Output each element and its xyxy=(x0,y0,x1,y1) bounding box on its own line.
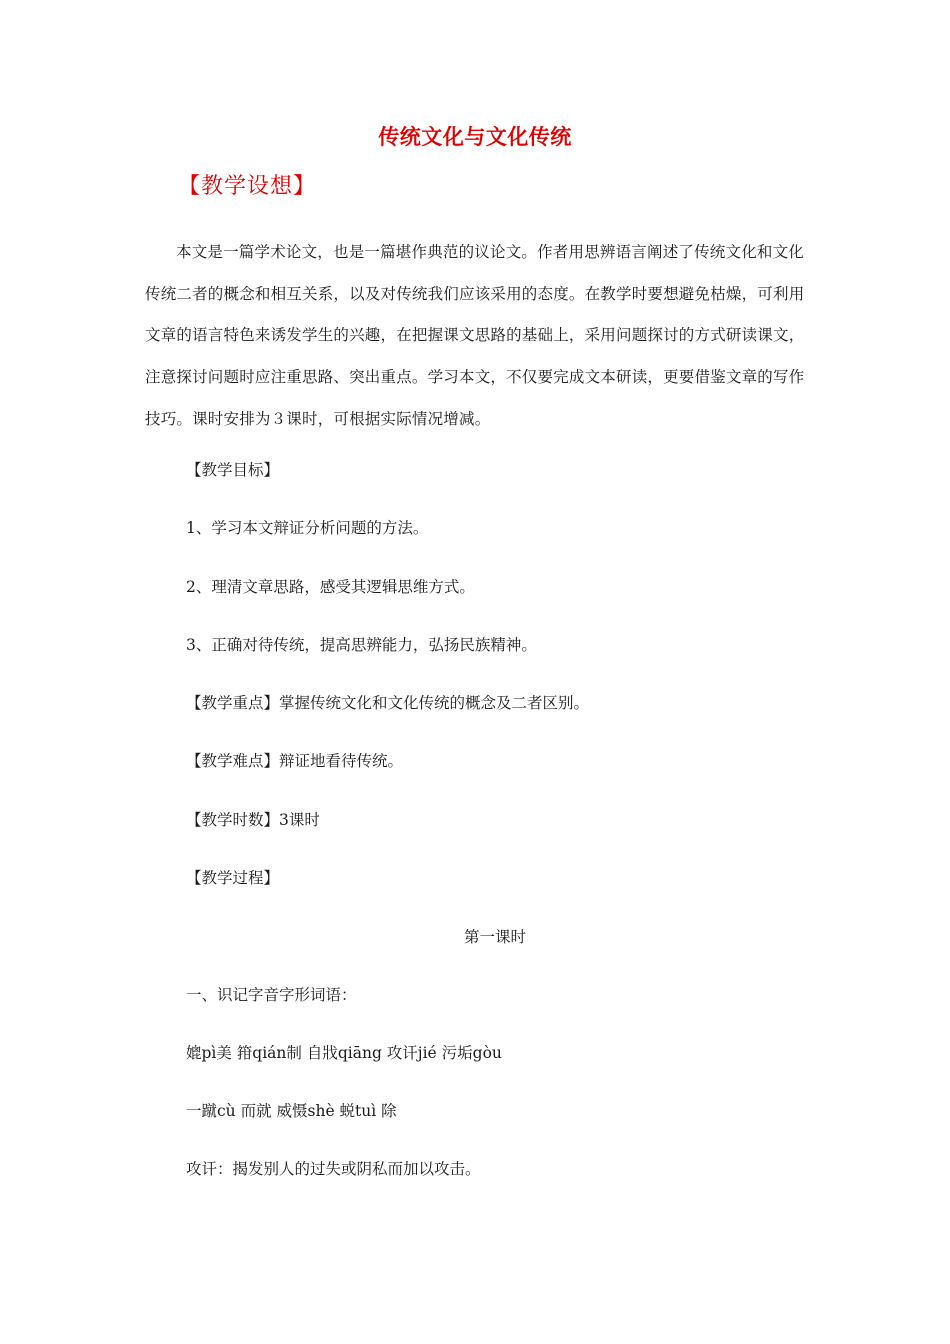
goal-item-1: 1、学习本文辩证分析问题的方法。 xyxy=(186,519,429,537)
vocab-line-2: 一蹴cù 而就 威慑shè 蜕tuì 除 xyxy=(186,1102,397,1120)
process-heading: 【教学过程】 xyxy=(186,869,280,887)
document-title: 传统文化与文化传统 xyxy=(378,124,572,149)
vocab-line-1: 媲pì美 箝qián制 自戕qiāng 攻讦jié 污垢gòu xyxy=(186,1044,502,1062)
goals-heading: 【教学目标】 xyxy=(186,461,280,479)
key-point-line: 【教学重点】掌握传统文化和文化传统的概念及二者区别。 xyxy=(186,694,590,712)
intro-paragraph: 本文是一篇学术论文，也是一篇堪作典范的议论文。作者用思辨语言阐述了传统文化和文化传统二者的概念和相互关系，以及对传统我们应该采用的态度。在教学时要想避免枯燥，可利用文章的语言特色来诱发学生的兴趣，在把握课文思路的基础上，采用问题探讨的方式研读课文，注意探讨问题时应注重思路、突出重点。学习本文，不仅要完成文本研读，更要借鉴文章的写作技巧。课时安排为３课时，可根据实际情况增减。 xyxy=(145,243,805,428)
step-one-heading: 一、识记字音字形词语： xyxy=(186,986,357,1004)
lesson-label: 第一课时 xyxy=(463,928,526,946)
hours-line: 【教学时数】3课时 xyxy=(186,811,320,829)
difficulty-line: 【教学难点】辩证地看待传统。 xyxy=(186,752,404,770)
design-heading: 【教学设想】 xyxy=(178,174,317,199)
goal-item-3: 3、正确对待传统，提高思辨能力，弘扬民族精神。 xyxy=(186,636,537,654)
goal-item-2: 2、理清文章思路，感受其逻辑思维方式。 xyxy=(186,578,475,596)
definition-line: 攻讦：揭发别人的过失或阴私而加以攻击。 xyxy=(186,1160,481,1178)
